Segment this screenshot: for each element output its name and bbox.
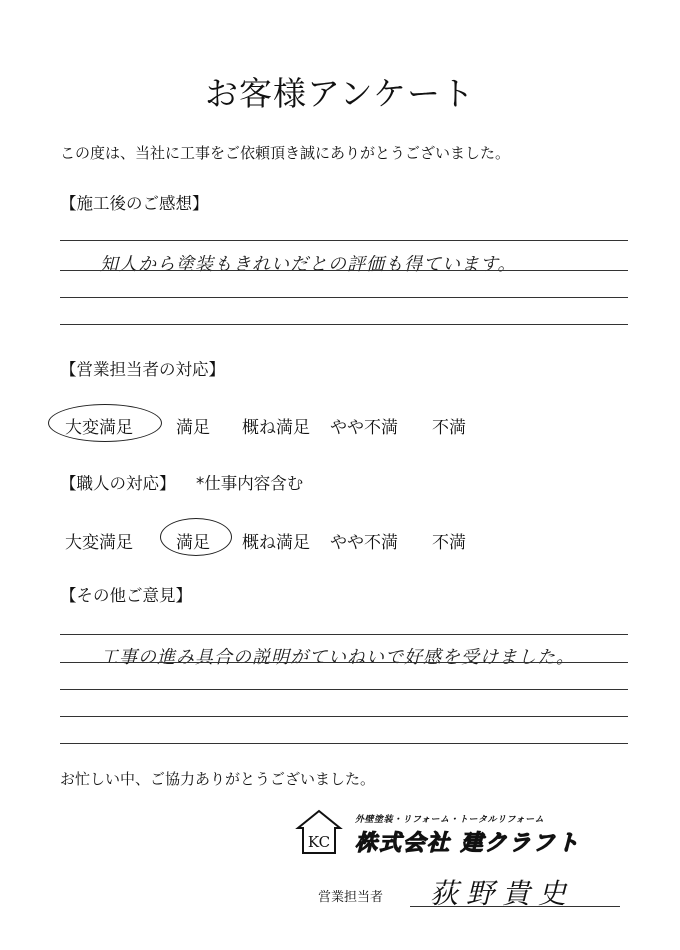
craft-option-dissatisfied: 不満 [432,533,466,553]
company-tagline: 外壁塗装・リフォーム・トータルリフォーム [355,815,545,825]
answer-line [60,240,628,241]
closing-text: お忙しい中、ご協力ありがとうございました。 [60,770,376,788]
house-logo-icon [295,808,343,856]
answer-line [60,324,628,325]
craft-option-satisfied: 満足 [176,533,210,553]
sales-option-mostly-satisfied: 概ね満足 [242,418,310,438]
sales-option-satisfied: 満足 [176,418,210,438]
sales-option-dissatisfied: 不満 [432,418,466,438]
answer-line [60,270,628,271]
sales-option-somewhat-dissatisfied: やや不満 [330,418,398,438]
craft-option-very-satisfied: 大変満足 [65,533,133,553]
section-sales-heading: 【営業担当者の対応】 [60,360,225,379]
representative-label: 営業担当者 [318,890,384,905]
other-answer: 工事の進み具合の説明がていねいで好感を受けました。 [100,647,575,668]
survey-title: お客様アンケート [204,74,476,113]
sales-option-very-satisfied: 大変満足 [65,418,133,438]
intro-text: この度は、当社に工事をご依頼頂き誠にありがとうございました。 [60,144,511,162]
answer-line [60,297,628,298]
section-other-heading: 【その他ご意見】 [60,586,192,605]
representative-name: 荻野貴史 [430,877,575,910]
answer-line [60,634,628,635]
company-name: 株式会社 建クラフト [355,831,581,856]
answer-line [60,716,628,717]
answer-line [60,689,628,690]
craft-option-mostly-satisfied: 概ね満足 [242,533,310,553]
answer-line [60,743,628,744]
answer-line [60,662,628,663]
section-craftsmen-note: *仕事内容含む [196,474,304,493]
section-craftsmen-heading: 【職人の対応】 [60,474,176,493]
craft-option-somewhat-dissatisfied: やや不満 [330,533,398,553]
signature-line [410,906,620,907]
section-impressions-heading: 【施工後のご感想】 [60,194,209,213]
impressions-answer: 知人から塗装もきれいだとの評価も得ています。 [100,254,517,275]
logo-letters: KC [307,833,331,851]
